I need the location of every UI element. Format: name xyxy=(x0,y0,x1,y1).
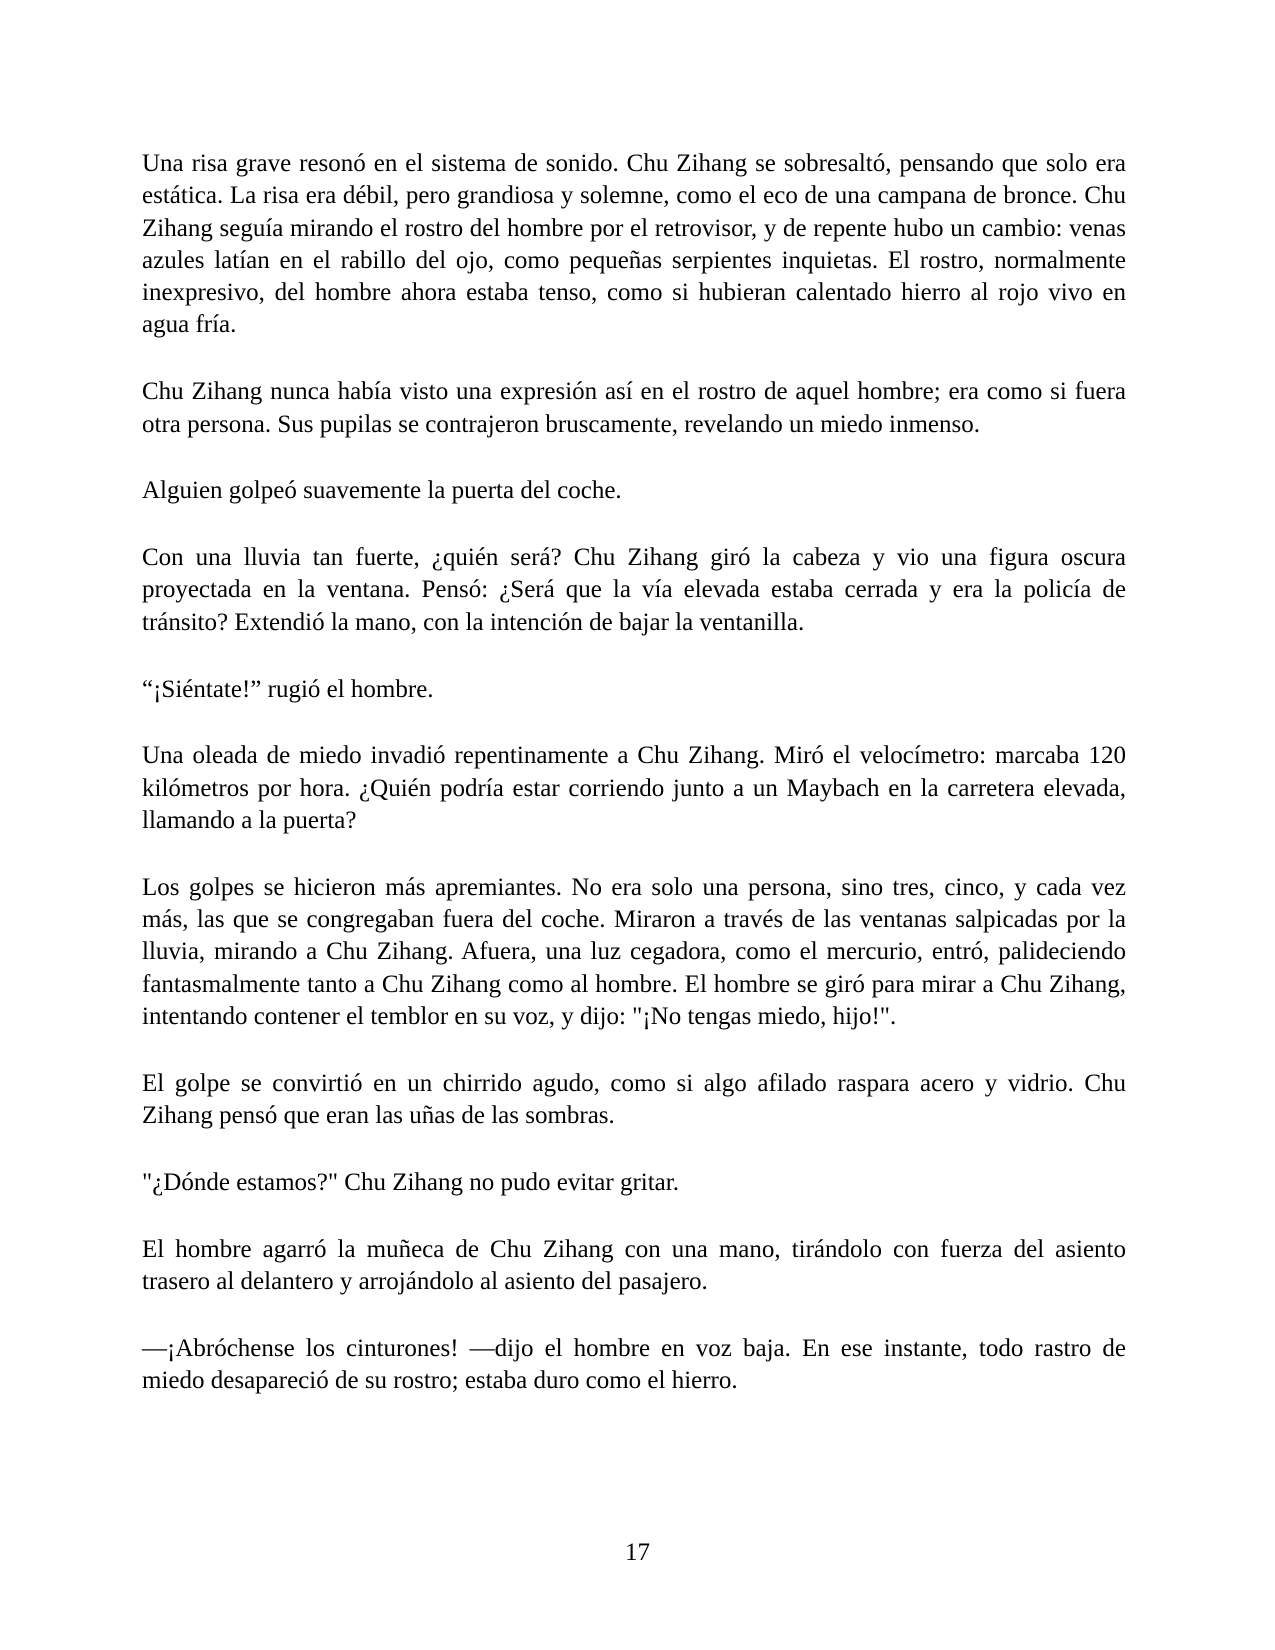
paragraph-5: “¡Siéntate!” rugió el hombre. xyxy=(142,675,434,703)
page-body-text xyxy=(142,148,1126,1432)
paragraph-9: "¿Dónde estamos?" Chu Zihang no pudo evitar gritar. xyxy=(142,1168,679,1196)
paragraph-8: El golpe se convirtió en un chirrido agudo, como si algo afilado raspara acero y vidrio. Chu Zihang pensó que eran las uñas de las sombras. xyxy=(142,1069,1126,1130)
paragraph-3: Alguien golpeó suavemente la puerta del coche. xyxy=(142,477,622,505)
paragraph-7: Los golpes se hicieron más apremiantes. No era solo una persona, sino tres, cinco, y cada vez más, las que se congregaban fuera del coche. Miraron a través de las ventanas salpicadas por la lluvia, mirando a Chu Zihang. Afuera, una luz cegadora, como el mercurio, entró, palideciendo fantasmalmente tanto a Chu Zihang como al hombre. El hombre se giró para mirar a Chu Zihang, intentando contener el temblor en su voz, y dijo: "¡No tengas miedo, hijo!". xyxy=(142,873,1126,1030)
paragraph-6: Una oleada de miedo invadió repentinamente a Chu Zihang. Miró el velocímetro: marcaba 120 kilómetros por hora. ¿Quién podría estar corriendo junto a un Maybach en la carretera elevada, llamando a la puerta? xyxy=(142,742,1126,834)
page-number: 17 xyxy=(625,1539,650,1566)
paragraph-1: Una risa grave resonó en el sistema de sonido. Chu Zihang se sobresaltó, pensando que solo era estática. La risa era débil, pero grandiosa y solemne, como el eco de una campana de bronce. Chu Zihang seguía mirando el rostro del hombre por el retrovisor, y de repente hubo un cambio: venas azules latían en el rabillo del ojo, como pequeñas serpientes inquietas. El rostro, normalmente inexpresivo, del hombre ahora estaba tenso, como si hubieran calentado hierro al rojo vivo en agua fría. xyxy=(142,150,1126,339)
paragraph-4: Con una lluvia tan fuerte, ¿quién será? Chu Zihang giró la cabeza y vio una figura oscura proyectada en la ventana. Pensó: ¿Será que la vía elevada estaba cerrada y era la policía de tránsito? Extendió la mano, con la intención de bajar la ventanilla. xyxy=(142,544,1126,636)
paragraph-2: Chu Zihang nunca había visto una expresión así en el rostro de aquel hombre; era como si fuera otra persona. Sus pupilas se contrajeron bruscamente, revelando un miedo inmenso. xyxy=(142,378,1126,438)
paragraph-10: El hombre agarró la muñeca de Chu Zihang con una mano, tirándolo con fuerza del asiento trasero al delantero y arrojándolo al asiento del pasajero. xyxy=(142,1235,1126,1295)
paragraph-11: —¡Abróchense los cinturones! —dijo el hombre en voz baja. En ese instante, todo rastro de miedo desapareció de su rostro; estaba duro como el hierro. xyxy=(142,1334,1126,1395)
